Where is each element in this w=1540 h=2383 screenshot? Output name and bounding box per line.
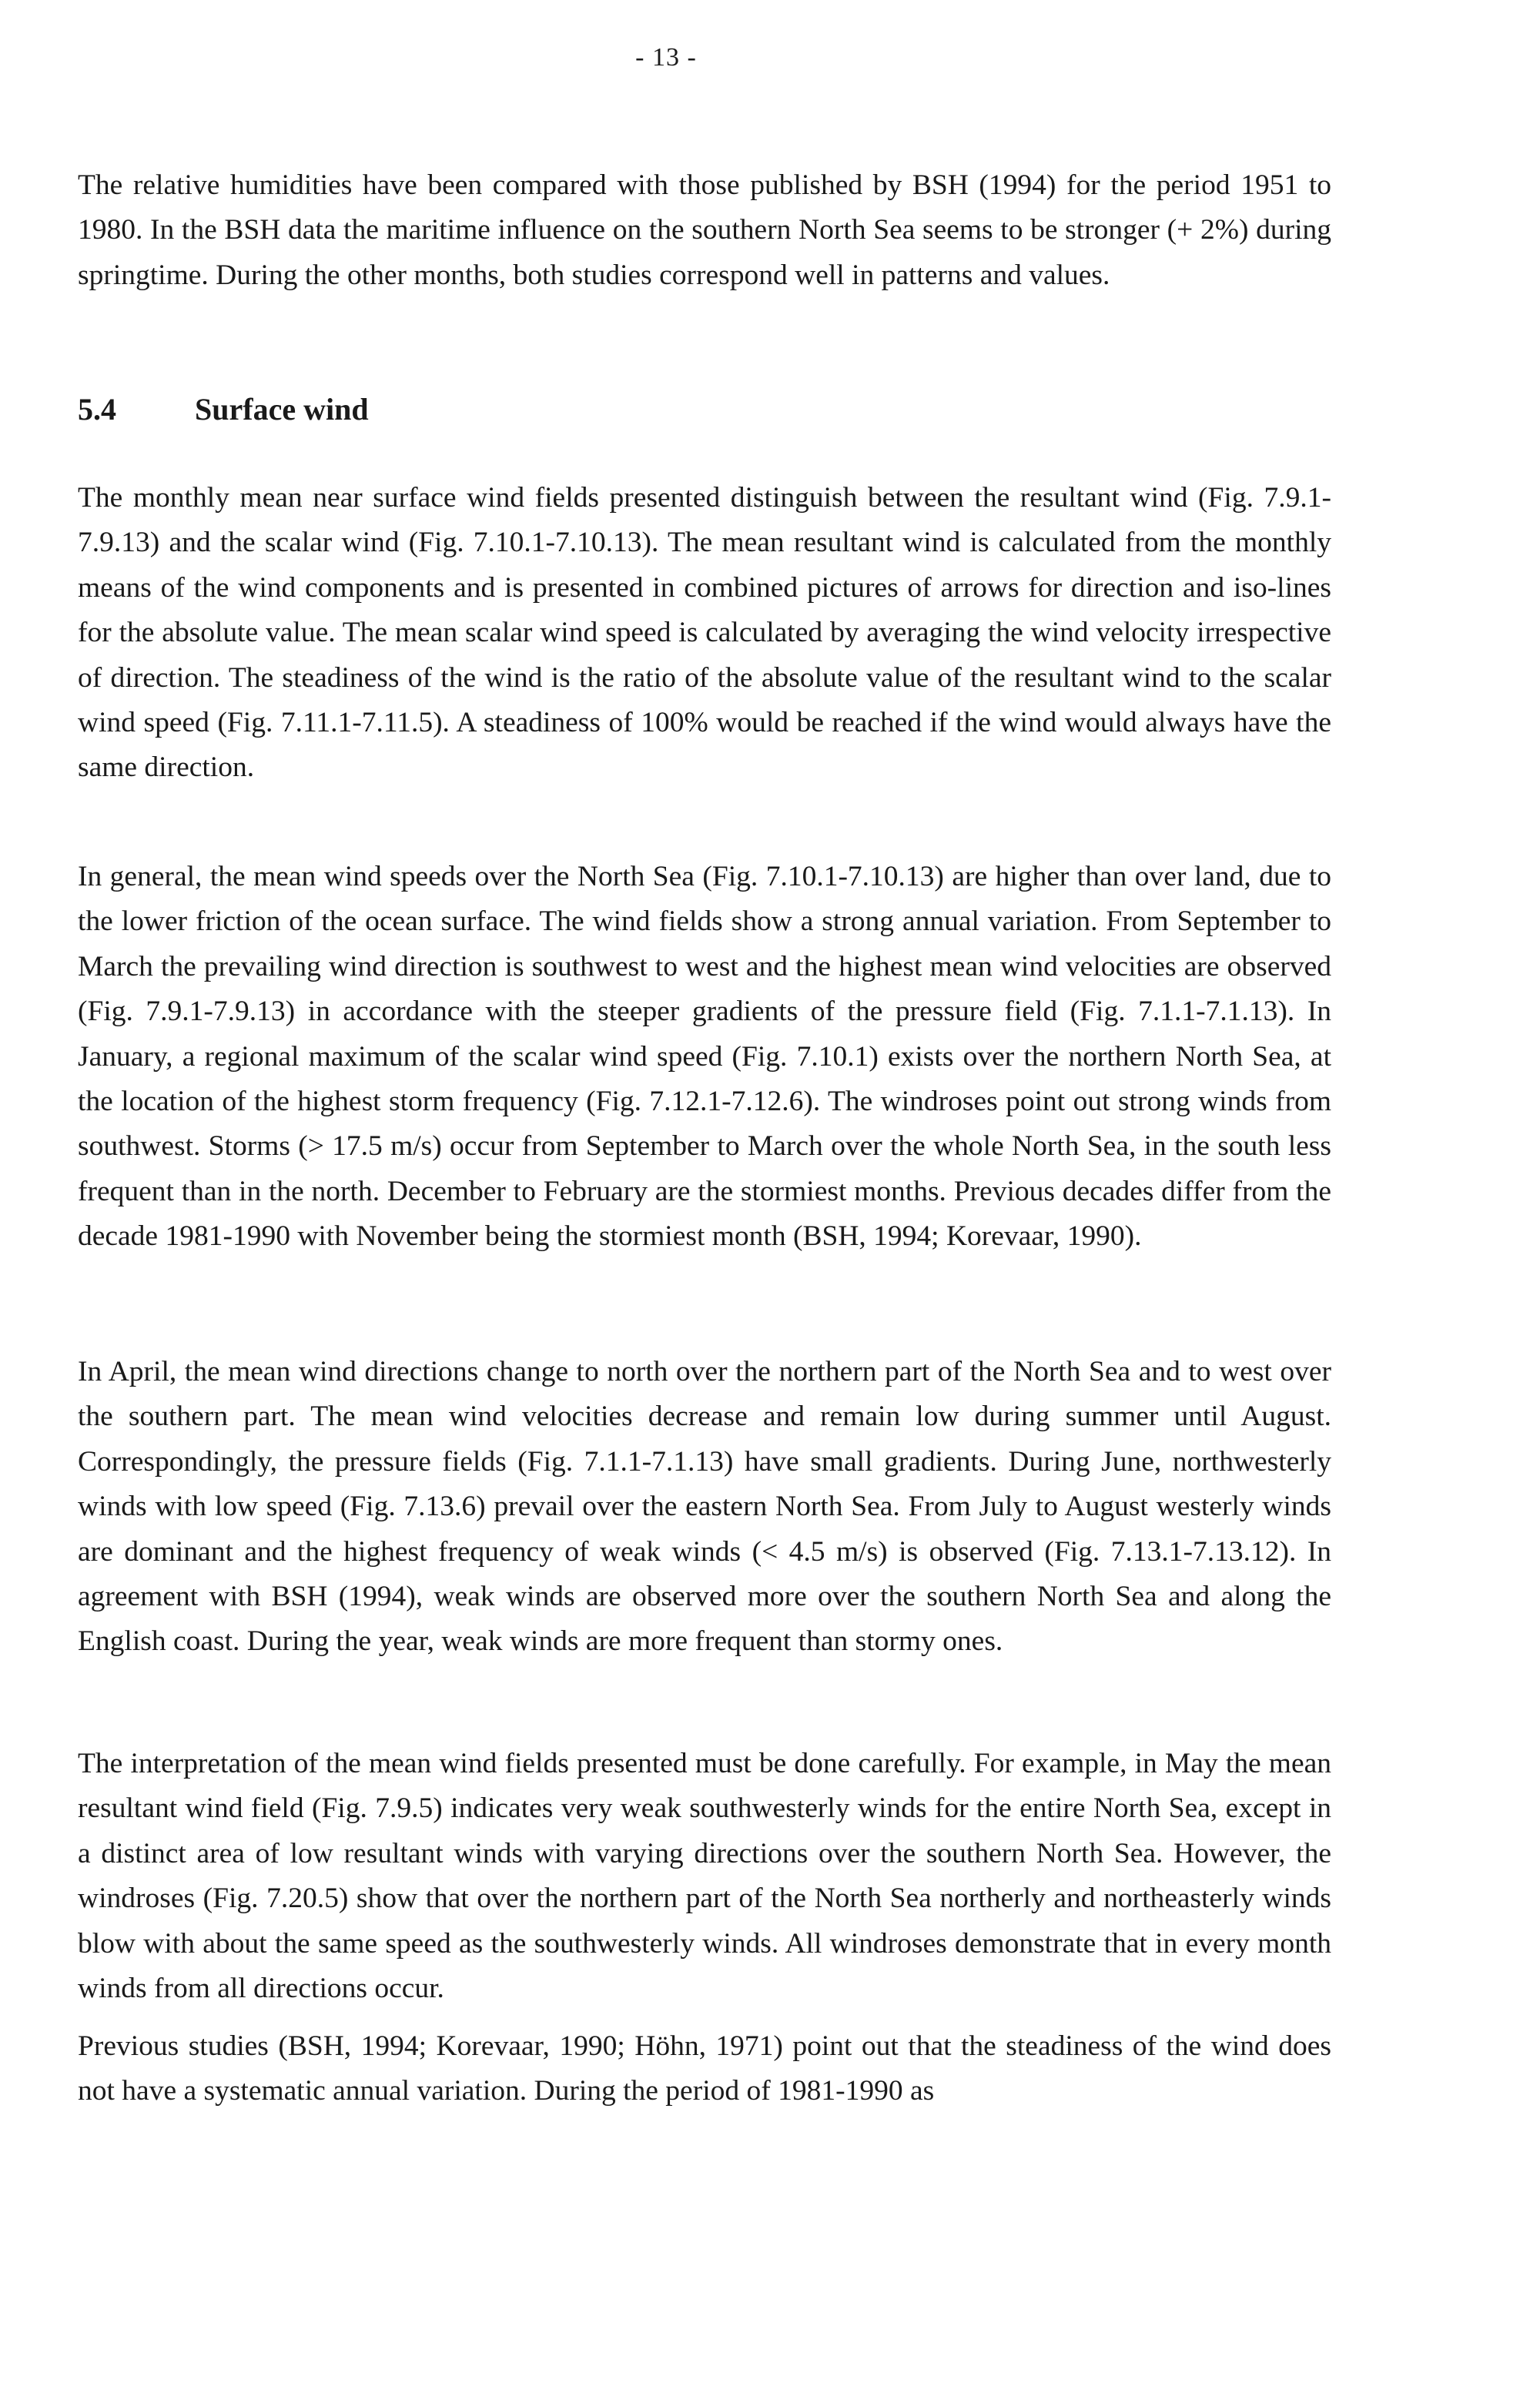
paragraph-april-winds: In April, the mean wind directions change to north over the northern part of the North Sea and to west over the southern part. The mean wind velocities decrease and remain low during summer until August. Correspondingly, the pressure fields (Fig. 7.1.1-7.1.13) have small gradients. During June, northwesterly winds with low speed (Fig. 7.13.6) prevail over the eastern North Sea. From July to August westerly winds are dominant and the highest frequency of weak winds (< 4.5 m/s) is observed (Fig. 7.13.1-7.13.12). In agreement with BSH (1994), weak winds are observed more over the southern North Sea and along the English coast. During the year, weak winds are more frequent than stormy ones. bbox=[78, 1356, 1331, 1658]
paragraph-interpretation: The interpretation of the mean wind fields presented must be done carefully. For example, in May the mean resultant wind field (Fig. 7.9.5) indicates very weak southwesterly winds for the entire North Sea, except in a distinct area of low resultant winds with varying directions over the southern North Sea. However, the windroses (Fig. 7.20.5) show that over the northern part of the North Sea northerly and northeasterly winds blow with about the same speed as the southwesterly winds. All windroses demonstrate that in every month winds from all directions occur. bbox=[78, 1748, 1331, 2005]
page-number: - 13 - bbox=[635, 43, 697, 72]
section-title: Surface wind bbox=[195, 392, 369, 427]
paragraph-previous-studies: Previous studies (BSH, 1994; Korevaar, 1990; Höhn, 1971) point out that the steadiness of the wind does not have a systematic annual variation. During the period of 1981-1990 as bbox=[78, 2030, 1331, 2107]
paragraph-relative-humidities: The relative humidities have been compared with those published by BSH (1994) for the period 1951 to 1980. In the BSH data the maritime influence on the southern North Sea seems to be stronger (+ 2%) during springtime. During the other months, both studies correspond well in patterns and values. bbox=[78, 169, 1331, 291]
section-heading bbox=[78, 391, 369, 427]
paragraph-mean-wind-speeds: In general, the mean wind speeds over the North Sea (Fig. 7.10.1-7.10.13) are higher than over land, due to the lower friction of the ocean surface. The wind fields show a strong annual variation. From September to March the prevailing wind direction is southwest to west and the highest mean wind velocities are observed (Fig. 7.9.1-7.9.13) in accordance with the steeper gradients of the pressure field (Fig. 7.1.1-7.1.13). In January, a regional maximum of the scalar wind speed (Fig. 7.10.1) exists over the northern North Sea, at the location of the highest storm frequency (Fig. 7.12.1-7.12.6). The windroses point out strong winds from southwest. Storms (> 17.5 m/s) occur from September to March over the whole North Sea, in the south less frequent than in the north. December to February are the stormiest months. Previous decades differ from the decade 1981-1990 with November being the stormiest month (BSH, 1994; Korevaar, 1990). bbox=[78, 861, 1331, 1253]
paragraph-wind-fields: The monthly mean near surface wind fields presented distinguish between the resultant wind (Fig. 7.9.1-7.9.13) and the scalar wind (Fig. 7.10.1-7.10.13). The mean resultant wind is calculated from the monthly means of the wind components and is presented in combined pictures of arrows for direction and iso-lines for the absolute value. The mean scalar wind speed is calculated by averaging the wind velocity irrespective of direction. The steadiness of the wind is the ratio of the absolute value of the resultant wind to the scalar wind speed (Fig. 7.11.1-7.11.5). A steadiness of 100% would be reached if the wind would always have the same direction. bbox=[78, 482, 1331, 784]
section-number: 5.4 bbox=[78, 392, 116, 427]
